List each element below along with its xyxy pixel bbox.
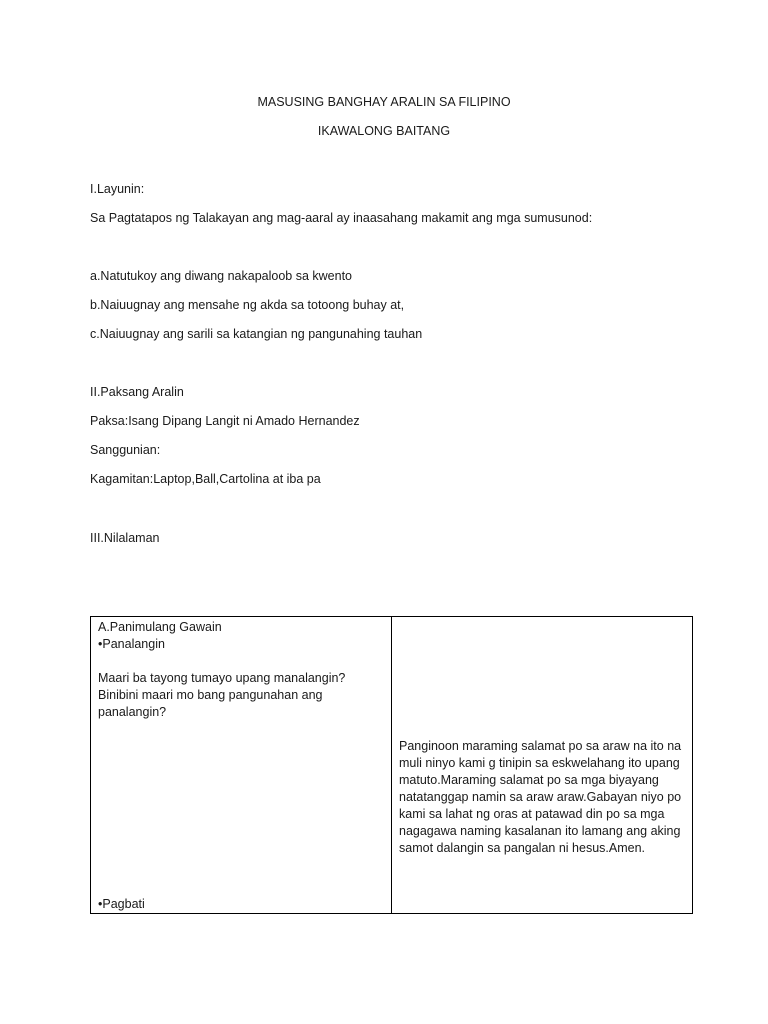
sanggunian-line: Sanggunian:	[90, 443, 161, 457]
nilalaman-heading: III.Nilalaman	[90, 531, 160, 545]
paksang-aralin-heading: II.Paksang Aralin	[90, 385, 184, 399]
question-line: panalangin?	[98, 705, 167, 719]
layunin-heading: I.Layunin:	[90, 182, 145, 196]
prayer-text	[399, 738, 689, 857]
prayer-line: kami sa lahat ng oras at patawad din po sa mga	[399, 807, 665, 821]
section-title: A.Panimulang Gawain	[98, 620, 222, 634]
prayer-line: Panginoon maraming salamat po sa araw na ito na	[399, 739, 682, 753]
document-title: MASUSING BANGHAY ARALIN SA FILIPINO	[257, 95, 511, 109]
objective-a: a.Natutukoy ang diwang nakapaloob sa kwento	[90, 269, 352, 283]
objective-c: c.Naiuugnay ang sarili sa katangian ng pangunahing tauhan	[90, 327, 423, 341]
prayer-line: matuto.Maraming salamat po sa mga biyayang	[399, 773, 659, 787]
lesson-table	[90, 616, 693, 914]
objective-b: b.Naiuugnay ang mensahe ng akda sa totoong buhay at,	[90, 298, 405, 312]
teacher-column	[91, 617, 392, 914]
kagamitan-line: Kagamitan:Laptop,Ball,Cartolina at iba pa	[90, 472, 321, 486]
question-line: Maari ba tayong tumayo upang manalangin?	[98, 671, 346, 685]
layunin-intro: Sa Pagtatapos ng Talakayan ang mag-aaral ay inaasahang makamit ang mga sumusunod:	[90, 211, 593, 225]
prayer-line: muli ninyo kami g tinipin sa eskwelahang ito upang	[399, 756, 680, 770]
paksa-line: Paksa:Isang Dipang Langit ni Amado Hernandez	[90, 414, 360, 428]
prayer-line: nagagawa naming kasalanan ito lamang ang aking	[399, 824, 681, 838]
question-line: Binibini maari mo bang pangunahan ang	[98, 688, 323, 702]
bullet-pagbati: •Pagbati	[98, 897, 145, 911]
bullet-panalangin: •Panalangin	[98, 637, 165, 651]
grade-level: IKAWALONG BAITANG	[317, 124, 451, 138]
student-column	[392, 617, 693, 914]
table-row	[91, 617, 693, 914]
prayer-line: natatanggap namin sa araw araw.Gabayan niyo po	[399, 790, 682, 804]
prayer-line: samot dalangin sa pangalan ni hesus.Amen.	[399, 841, 645, 855]
